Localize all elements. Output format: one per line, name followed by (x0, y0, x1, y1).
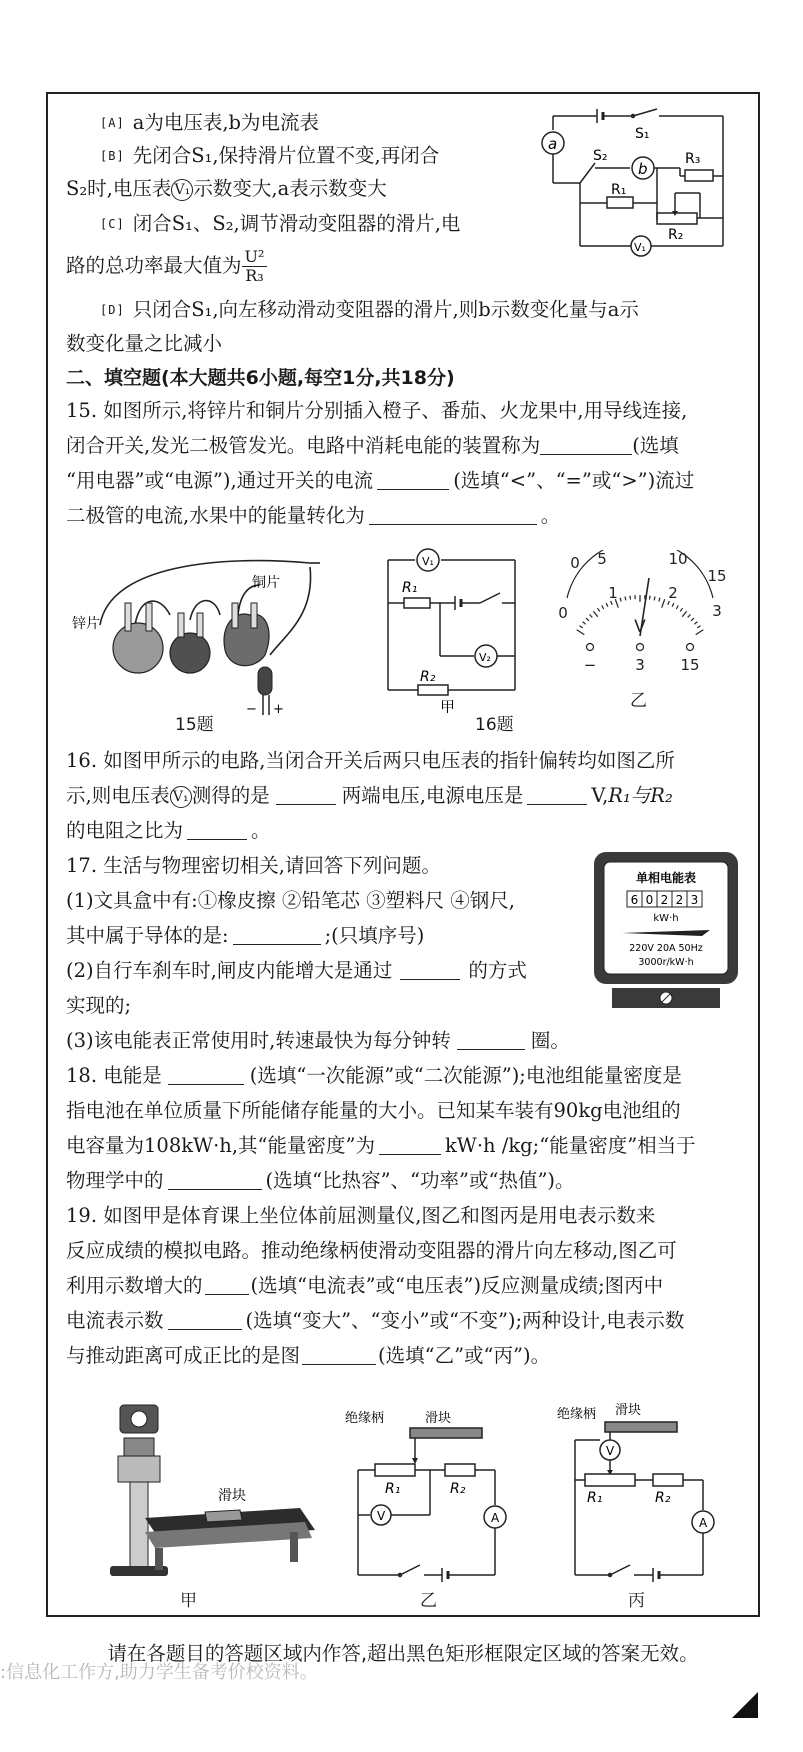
q17-line2: (1)文具盒中有:①橡皮擦 ②铅笔芯 ③塑料尺 ④钢尺, (66, 889, 515, 912)
q19-blank-3[interactable] (302, 1346, 376, 1365)
q17-text: 其中属于导体的是: (66, 924, 229, 947)
scale-bottom-2: 2 (668, 584, 678, 602)
q15-blank-1[interactable] (540, 436, 632, 455)
scale-top-zero: 0 (570, 554, 580, 572)
q19-blank-2[interactable] (168, 1311, 242, 1330)
q16-text: 测得的是 (191, 784, 270, 807)
q16-blank-1[interactable] (276, 786, 336, 805)
q19-line4 (66, 1308, 684, 1334)
q16-blank-3[interactable] (187, 821, 247, 840)
q15-text: 闭合开关,发光二极管发光。电路中消耗电能的装置称为 (66, 434, 541, 457)
option-c-text: 闭合S₁、S₂,调节滑动变阻器的滑片,电 (132, 212, 461, 235)
option-a-text: a为电压表,b为电流表 (132, 111, 319, 134)
resistor-r2-label: R₂ (655, 1490, 671, 1506)
q16-line2 (66, 783, 673, 809)
resistor-r1-label: R₁ (402, 580, 418, 596)
q19-text: (选填“乙”或“丙”)。 (378, 1344, 551, 1367)
q18-line1 (66, 1063, 682, 1089)
q15-text: (选填“<”、“=”或“>”)流过 (453, 469, 695, 492)
q16-text: V, (591, 784, 609, 807)
dial-tick (586, 618, 589, 621)
option-a (100, 110, 319, 136)
led-icon (258, 667, 272, 695)
figure-jia-label: 甲 (180, 1591, 197, 1611)
dial-tick (688, 615, 691, 618)
option-b-label: [B] (100, 149, 125, 163)
footer-text: 请在各题目的答题区域内作答,超出黑色矩形框限定区域的答案无效 (107, 1642, 680, 1665)
option-a-label: [A] (100, 116, 125, 130)
resistor-r2-label: R₂ (668, 227, 684, 243)
slider-label: 滑块 (615, 1403, 642, 1418)
q18-line4 (66, 1168, 575, 1194)
scale-bottom-1: 1 (608, 584, 618, 602)
voltmeter-v1-symbol: V₁ (171, 179, 193, 201)
q15-fruit-battery-figure (70, 555, 320, 725)
meter-spec-rating: 220V 20A 50Hz (629, 943, 703, 954)
q17-line5: 实现的; (66, 994, 132, 1017)
scale-bottom-0: 0 (558, 604, 568, 622)
q15-blank-2[interactable] (377, 471, 449, 490)
dial-tick (662, 599, 665, 608)
q19-circuit-yi (340, 1400, 515, 1590)
voltmeter-v1-symbol: V₁ (170, 786, 192, 808)
q18-text: 电容量为108kW·h,其“能量密度”为 (66, 1134, 375, 1157)
q19-text: 与推动距离可成正比的是图 (66, 1344, 301, 1367)
svg-text:+: + (273, 702, 284, 717)
q18-blank-3[interactable] (168, 1171, 262, 1190)
meter-digit-3: 2 (660, 893, 669, 907)
dial-tick (630, 596, 631, 600)
q17-line4 (66, 958, 527, 984)
q17-text: 的方式 (468, 959, 527, 982)
dial-tick (691, 618, 694, 621)
q15-line2 (66, 433, 679, 459)
svg-text:−: − (246, 702, 257, 717)
voltmeter-v2-label: V₂ (479, 651, 491, 664)
scale-bottom-3: 3 (712, 602, 722, 620)
terminal-15: 15 (680, 656, 700, 674)
insulated-handle (410, 1428, 482, 1438)
q15-text: “用电器”或“电源”),通过开关的电流 (66, 469, 374, 492)
meter-digit-4: 2 (675, 893, 684, 907)
terminal-negative: − (583, 656, 597, 674)
resistor-r2-label: R₂ (420, 669, 436, 685)
corner-triangle-icon (730, 1690, 760, 1720)
option-c-text2: 路的总功率最大值为 (66, 254, 242, 277)
option-c-line1 (100, 211, 460, 237)
voltmeter-label: V (606, 1444, 615, 1458)
meter-b-label: b (638, 160, 648, 178)
q15-line1: 15. 如图所示,将锌片和铜片分别插入橙子、番茄、火龙果中,用导线连接, (66, 399, 688, 422)
option-d-line1 (100, 297, 639, 323)
q18-text: 物理学中的 (66, 1169, 164, 1192)
q16-line1: 16. 如图甲所示的电路,当闭合开关后两只电压表的指针偏转均如图乙所 (66, 749, 675, 772)
meter-title: 单相电能表 (635, 871, 697, 885)
dial-tick (577, 630, 585, 635)
meter-spec-constant: 3000r/kW·h (638, 957, 694, 968)
q16-blank-2[interactable] (527, 786, 587, 805)
q17-blank-1[interactable] (233, 926, 321, 945)
q16-voltmeter-dial (545, 550, 735, 680)
q17-text: ;(只填序号) (324, 924, 425, 947)
q19-text: 利用示数增大的 (66, 1274, 203, 1297)
zinc-label: 锌片 (72, 616, 100, 632)
orange-icon (113, 623, 163, 673)
dial-tick (602, 606, 604, 610)
q17-blank-2[interactable] (400, 961, 460, 980)
option-b-line2 (66, 176, 387, 202)
q18-text: (选填“一次能源”或“二次能源”);电池组能量密度是 (249, 1064, 682, 1087)
slider-label: 滑块 (218, 1488, 246, 1504)
q18-text: (选填“比热容”、“功率”或“热值”)。 (265, 1169, 575, 1192)
dial-tick (650, 596, 651, 600)
q16-text: 的电阻之比为 (66, 819, 184, 842)
dial-tick (606, 603, 608, 607)
dial-tick (593, 611, 597, 617)
q15-blank-3[interactable] (369, 506, 537, 525)
dragon-fruit-icon (224, 614, 269, 666)
q15-caption: 15题 (175, 715, 214, 735)
q15-text: 。 (540, 504, 561, 527)
slider-block (205, 1510, 242, 1522)
q17-text: 圈。 (530, 1029, 570, 1052)
option-b-text: 先闭合S₁,保持滑片位置不变,再闭合 (132, 144, 440, 167)
power-fraction (242, 248, 268, 285)
fraction-denominator: R₃ (245, 266, 264, 285)
figure-yi-label: 乙 (420, 1591, 437, 1611)
meter-digit-2: 0 (645, 893, 654, 907)
q19-line5 (66, 1343, 550, 1369)
option-c-line2 (66, 248, 267, 285)
q15-text: 二极管的电流,水果中的能量转化为 (66, 504, 365, 527)
footer-period: 。 (679, 1642, 699, 1665)
insulated-handle (605, 1422, 677, 1432)
voltmeter-v1-label: V₁ (422, 555, 434, 568)
q17-line1: 17. 生活与物理密切相关,请回答下列问题。 (66, 854, 441, 877)
dial-tick (680, 608, 682, 611)
switch-s2-label: S₂ (593, 148, 608, 164)
q17-blank-3[interactable] (457, 1031, 525, 1050)
q19-fig-jia-device (100, 1400, 340, 1585)
q19-line1: 19. 如图甲是体育课上坐位体前屈测量仪,图乙和图丙是用电表示数来 (66, 1204, 656, 1227)
ammeter-label: A (491, 1511, 500, 1525)
dial-tick (697, 626, 700, 628)
resistor-r2-label: R₂ (450, 1481, 466, 1497)
meter-digit-5: 3 (690, 893, 699, 907)
fraction-numerator: U² (242, 248, 268, 267)
handle-label: 绝缘柄 (557, 1407, 597, 1422)
q19-blank-1[interactable] (205, 1276, 249, 1295)
q18-line2: 指电池在单位质量下所能储存能量的大小。已知某车装有90kg电池组的 (66, 1099, 681, 1122)
dial-tick (672, 603, 674, 607)
q19-line2: 反应成绩的模拟电路。推动绝缘柄使滑动变阻器的滑片向左移动,图乙可 (66, 1239, 677, 1262)
q16-text: 两端电压,电源电压是 (341, 784, 524, 807)
q18-blank-2[interactable] (379, 1136, 441, 1155)
option-b-line1 (100, 143, 439, 169)
dial-tick (654, 597, 655, 601)
q17-text: (3)该电能表正常使用时,转速最快为每分钟转 (66, 1029, 451, 1052)
figure-jia-label: 甲 (440, 698, 456, 713)
q17-line3 (66, 923, 424, 949)
scale-top-5: 5 (597, 550, 607, 568)
q17-line6 (66, 1028, 570, 1054)
dial-tick (598, 608, 600, 611)
option-d-line2: 数变化量之比减小 (66, 332, 223, 355)
unit-v-label: V (634, 617, 646, 637)
option-d-label: [D] (100, 303, 125, 317)
q16-text: 。 (251, 819, 271, 842)
q15-line3 (66, 468, 694, 494)
q16-text: R₁与R₂ (608, 784, 673, 807)
option-b-text2: S₂时,电压表 (66, 177, 172, 200)
resistor-r1-label: R₁ (385, 1481, 401, 1497)
meter-unit: kW·h (653, 913, 679, 924)
scale-top-10: 10 (668, 550, 688, 568)
figure-bing-label: 丙 (628, 1591, 645, 1611)
q19-text: 电流表示数 (66, 1309, 164, 1332)
dial-tick (590, 615, 593, 618)
copper-label: 铜片 (252, 575, 280, 591)
slider-label: 滑块 (425, 1411, 452, 1426)
q16-circuit-jia (380, 548, 525, 713)
voltmeter-v1-label: V₁ (634, 241, 646, 254)
q14-circuit-diagram (535, 108, 750, 258)
dial-tick (620, 598, 621, 602)
handle-label: 绝缘柄 (345, 1411, 385, 1426)
q16-text: 示,则电压表 (66, 784, 170, 807)
q16-caption: 16题 (475, 715, 514, 735)
q19-circuit-bing (555, 1400, 730, 1590)
resistor-r1-label: R₁ (611, 182, 627, 198)
dial-tick (696, 630, 704, 635)
q18-text: kW·h /kg;“能量密度”相当于 (444, 1134, 696, 1157)
dial-tick (694, 622, 697, 625)
electric-energy-meter (592, 850, 742, 1013)
dial-tick (676, 606, 678, 610)
resistor-r1-label: R₁ (587, 1490, 603, 1506)
q18-line3 (66, 1133, 696, 1159)
voltmeter-label: V (377, 1509, 386, 1523)
q18-blank-1[interactable] (168, 1066, 244, 1085)
q19-text: (选填“变大”、“变小”或“不变”);两种设计,电表示数 (245, 1309, 685, 1332)
ammeter-label: A (699, 1516, 708, 1530)
dial-tick (580, 626, 583, 628)
q16-line3 (66, 818, 271, 844)
watermark: :信息化工作方,助力学生备考价校资料。 (0, 1662, 318, 1683)
dial-tick (659, 598, 660, 602)
section-title: 二、填空题(本大题共6小题,每空1分,共18分) (66, 367, 455, 389)
q19-line3 (66, 1273, 663, 1299)
scale-top-15: 15 (707, 567, 727, 585)
dial-tick (583, 622, 586, 625)
terminal-3: 3 (635, 656, 645, 674)
option-d-text: 只闭合S₁,向左移动滑动变阻器的滑片,则b示数变化量与a示 (132, 298, 639, 321)
q18-text: 18. 电能是 (66, 1064, 162, 1087)
q17-text: (2)自行车刹车时,闸皮内能增大是通过 (66, 959, 393, 982)
switch-s1-label: S₁ (635, 126, 650, 142)
option-b-text3: 示数变大,a表示数变大 (193, 177, 387, 200)
meter-a-label: a (548, 135, 558, 153)
dial-tick (625, 597, 626, 601)
meter-digit-1: 6 (630, 893, 639, 907)
q19-text: (选填“电流表”或“电压表”)反应测量成绩;图丙中 (250, 1274, 664, 1297)
q15-text: (选填 (632, 434, 679, 457)
resistor-r3-label: R₃ (685, 151, 701, 167)
dial-tick (682, 611, 686, 617)
figure-yi-label: 乙 (630, 691, 647, 711)
q15-line4 (66, 503, 560, 529)
tomato-icon (170, 633, 210, 673)
option-c-label: [C] (100, 217, 125, 231)
